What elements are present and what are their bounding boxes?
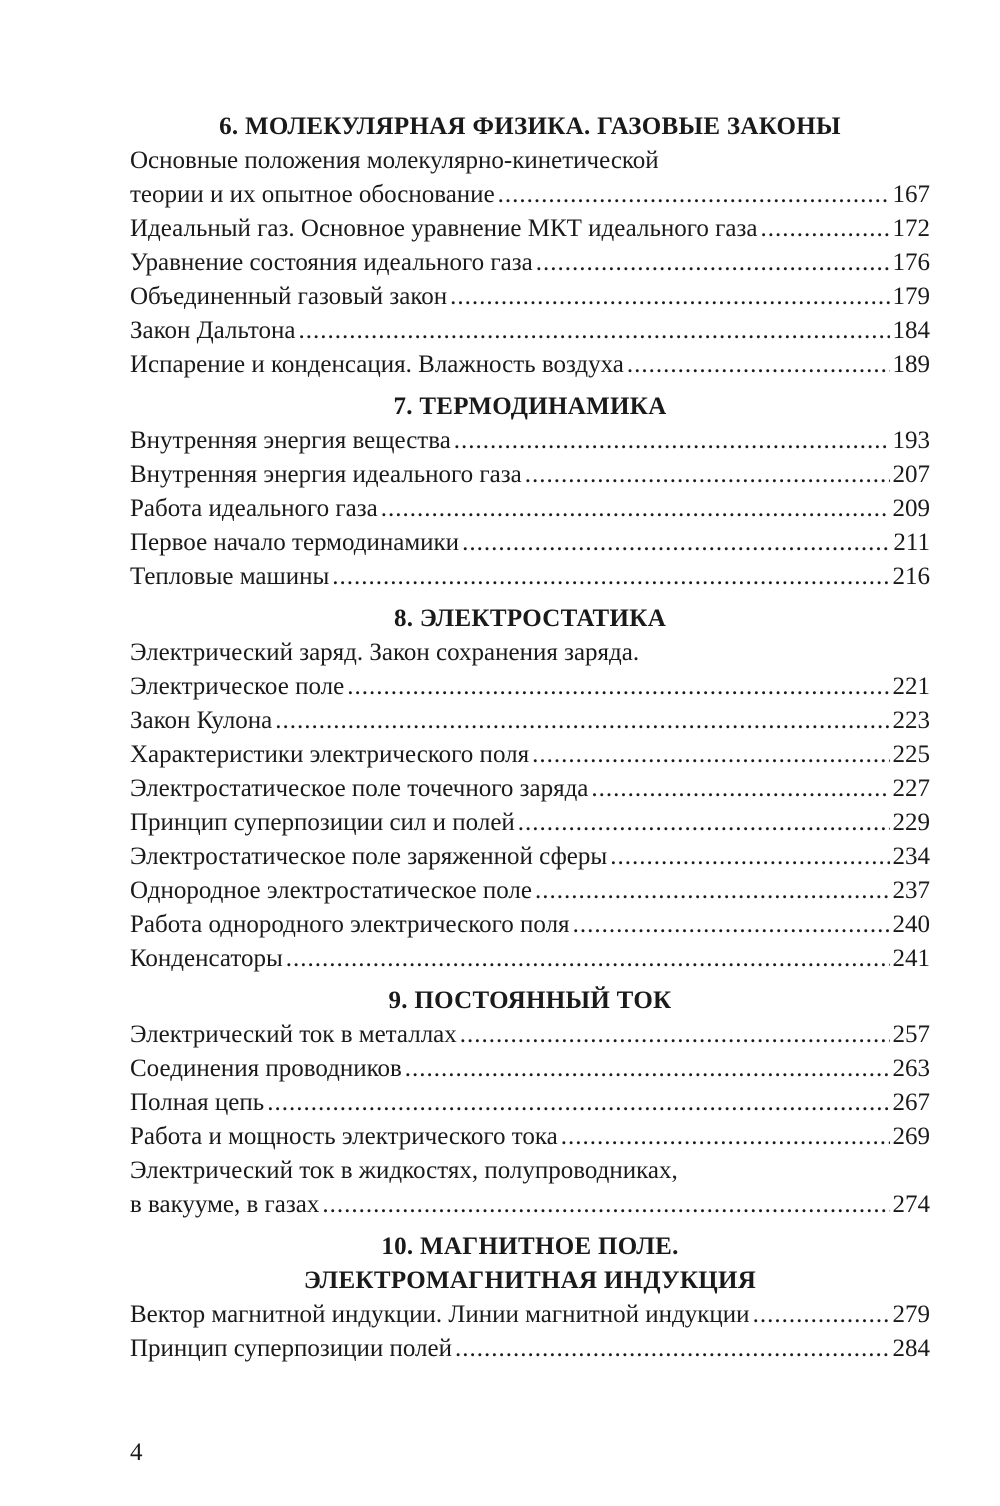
toc-entry bbox=[130, 1086, 930, 1120]
toc-entry-label: Работа идеального газа bbox=[130, 495, 378, 522]
dot-leader bbox=[532, 738, 889, 772]
toc-entry-label: Внутренняя энергия вещества bbox=[130, 427, 451, 454]
toc-entry-label: Электрическое поле bbox=[130, 673, 345, 700]
toc-section bbox=[130, 110, 930, 382]
toc-entry-label: Закон Дальтона bbox=[130, 317, 296, 344]
toc-entry bbox=[130, 178, 930, 212]
toc-entry bbox=[130, 280, 930, 314]
toc-entry-page: 167 bbox=[892, 181, 930, 208]
toc-entry-page: 279 bbox=[892, 1301, 930, 1328]
toc-section bbox=[130, 602, 930, 976]
toc-entry bbox=[130, 526, 930, 560]
dot-leader bbox=[518, 806, 890, 840]
toc-entry-page: 193 bbox=[892, 427, 930, 454]
toc-entry-page: 179 bbox=[892, 283, 930, 310]
dot-leader bbox=[460, 1018, 890, 1052]
toc-entry bbox=[130, 1018, 930, 1052]
toc-entry bbox=[130, 212, 930, 246]
toc-entry bbox=[130, 1332, 930, 1366]
toc-entry-label: Электростатическое поле заряженной сферы bbox=[130, 843, 608, 870]
toc-entry-page: 172 bbox=[892, 215, 930, 242]
toc-entry-label: Тепловые машины bbox=[130, 563, 330, 590]
dot-leader bbox=[299, 314, 890, 348]
toc-section bbox=[130, 1230, 930, 1366]
toc-entry-page: 229 bbox=[892, 809, 930, 836]
toc-entry-label: теории и их опытное обоснование bbox=[130, 181, 495, 208]
toc-entry bbox=[130, 560, 930, 594]
toc-entry-label: Однородное электростатическое поле bbox=[130, 877, 532, 904]
toc-entry-label: Соединения проводников bbox=[130, 1055, 402, 1082]
toc-entry-page: 223 bbox=[892, 707, 930, 734]
toc-entry bbox=[130, 908, 930, 942]
toc-entry-page: 269 bbox=[892, 1123, 930, 1150]
toc-section bbox=[130, 984, 930, 1222]
toc-entry bbox=[130, 738, 930, 772]
toc-entry bbox=[130, 1120, 930, 1154]
page-number: 4 bbox=[130, 1439, 143, 1466]
dot-leader bbox=[462, 526, 890, 560]
toc-entry bbox=[130, 1052, 930, 1086]
toc-entry-label: Уравнение состояния идеального газа bbox=[130, 249, 533, 276]
dot-leader bbox=[286, 942, 890, 976]
dot-leader bbox=[561, 1120, 890, 1154]
toc-entry-label: Первое начало термодинамики bbox=[130, 529, 460, 556]
toc-entry-page: 257 bbox=[892, 1021, 930, 1048]
toc-entry-label: в вакууме, в газах bbox=[130, 1191, 320, 1218]
dot-leader bbox=[450, 280, 889, 314]
dot-leader bbox=[535, 874, 890, 908]
section-title: 8. ЭЛЕКТРОСТАТИКА bbox=[393, 605, 667, 632]
dot-leader bbox=[753, 1298, 890, 1332]
dot-leader bbox=[610, 840, 889, 874]
toc-entry-label: Объединенный газовый закон bbox=[130, 283, 448, 310]
toc-entry-page: 267 bbox=[892, 1089, 930, 1116]
dot-leader bbox=[455, 1332, 890, 1366]
toc-entry-page: 274 bbox=[892, 1191, 930, 1218]
toc-entry-label: Испарение и конденсация. Влажность воздуха bbox=[130, 351, 624, 378]
toc-entry bbox=[130, 314, 930, 348]
section-title: 9. ПОСТОЯННЫЙ ТОК bbox=[388, 987, 672, 1014]
toc-entry-line: Электрический ток в жидкостях, полупроводниках, bbox=[130, 1157, 678, 1184]
toc-entry-label: Вектор магнитной индукции. Линии магнитной индукции bbox=[130, 1301, 750, 1328]
toc-entry bbox=[130, 806, 930, 840]
dot-leader bbox=[525, 458, 890, 492]
toc-entry-label: Закон Кулона bbox=[130, 707, 273, 734]
dot-leader bbox=[627, 348, 890, 382]
toc-entry-page: 176 bbox=[892, 249, 930, 276]
toc-entry-label: Полная цепь bbox=[130, 1089, 265, 1116]
toc-entry-page: 216 bbox=[892, 563, 930, 590]
toc-entry-label: Идеальный газ. Основное уравнение МКТ идеального газа bbox=[130, 215, 758, 242]
toc-entry-line: Основные положения молекулярно-кинетической bbox=[130, 147, 659, 174]
toc-entry-label: Принцип суперпозиции сил и полей bbox=[130, 809, 515, 836]
toc-entry-line: Электрический заряд. Закон сохранения заряда. bbox=[130, 639, 640, 666]
toc-entry bbox=[130, 246, 930, 280]
toc-entry bbox=[130, 772, 930, 806]
toc-entry-page: 227 bbox=[892, 775, 930, 802]
toc-entry-page: 234 bbox=[892, 843, 930, 870]
toc-entry-page: 221 bbox=[892, 673, 930, 700]
toc-entry-page: 184 bbox=[892, 317, 930, 344]
toc-entry-label: Характеристики электрического поля bbox=[130, 741, 530, 768]
toc-entry-label: Принцип суперпозиции полей bbox=[130, 1335, 452, 1362]
dot-leader bbox=[591, 772, 889, 806]
toc-entry-label: Работа однородного электрического поля bbox=[130, 911, 570, 938]
dot-leader bbox=[454, 424, 890, 458]
toc-entry-page: 237 bbox=[892, 877, 930, 904]
toc-entry-label: Конденсаторы bbox=[130, 945, 283, 972]
toc-entry bbox=[130, 840, 930, 874]
toc-entry-page: 240 bbox=[892, 911, 930, 938]
toc-entry bbox=[130, 458, 930, 492]
dot-leader bbox=[536, 246, 890, 280]
toc-entry-label: Электрический ток в металлах bbox=[130, 1021, 457, 1048]
toc-entry-label: Внутренняя энергия идеального газа bbox=[130, 461, 522, 488]
toc-entry bbox=[130, 1188, 930, 1222]
toc-entry bbox=[130, 1298, 930, 1332]
dot-leader bbox=[381, 492, 890, 526]
toc-section bbox=[130, 390, 930, 594]
toc-entry-page: 284 bbox=[892, 1335, 930, 1362]
toc-entry bbox=[130, 704, 930, 738]
dot-leader bbox=[405, 1052, 890, 1086]
toc-entry-page: 225 bbox=[892, 741, 930, 768]
dot-leader bbox=[498, 178, 890, 212]
toc-entry-label: Электростатическое поле точечного заряда bbox=[130, 775, 589, 802]
dot-leader bbox=[322, 1188, 889, 1222]
toc-entry bbox=[130, 874, 930, 908]
toc-entry bbox=[130, 492, 930, 526]
dot-leader bbox=[760, 212, 889, 246]
dot-leader bbox=[275, 704, 889, 738]
section-title: 6. МОЛЕКУЛЯРНАЯ ФИЗИКА. ГАЗОВЫЕ ЗАКОНЫ bbox=[219, 113, 841, 140]
toc-entry bbox=[130, 670, 930, 704]
toc-entry-page: 211 bbox=[893, 529, 930, 556]
dot-leader bbox=[347, 670, 889, 704]
toc-entry-page: 241 bbox=[892, 945, 930, 972]
section-title: 10. МАГНИТНОЕ ПОЛЕ. bbox=[381, 1233, 679, 1260]
section-title: 7. ТЕРМОДИНАМИКА bbox=[393, 393, 667, 420]
section-title: ЭЛЕКТРОМАГНИТНАЯ ИНДУКЦИЯ bbox=[303, 1267, 757, 1294]
table-of-contents bbox=[130, 110, 930, 1374]
toc-entry-page: 207 bbox=[892, 461, 930, 488]
dot-leader bbox=[573, 908, 890, 942]
toc-entry bbox=[130, 942, 930, 976]
dot-leader bbox=[332, 560, 889, 594]
dot-leader bbox=[267, 1086, 889, 1120]
toc-entry-page: 209 bbox=[892, 495, 930, 522]
toc-entry-label: Работа и мощность электрического тока bbox=[130, 1123, 558, 1150]
toc-entry bbox=[130, 424, 930, 458]
toc-entry bbox=[130, 348, 930, 382]
toc-entry-page: 263 bbox=[892, 1055, 930, 1082]
toc-entry-page: 189 bbox=[892, 351, 930, 378]
